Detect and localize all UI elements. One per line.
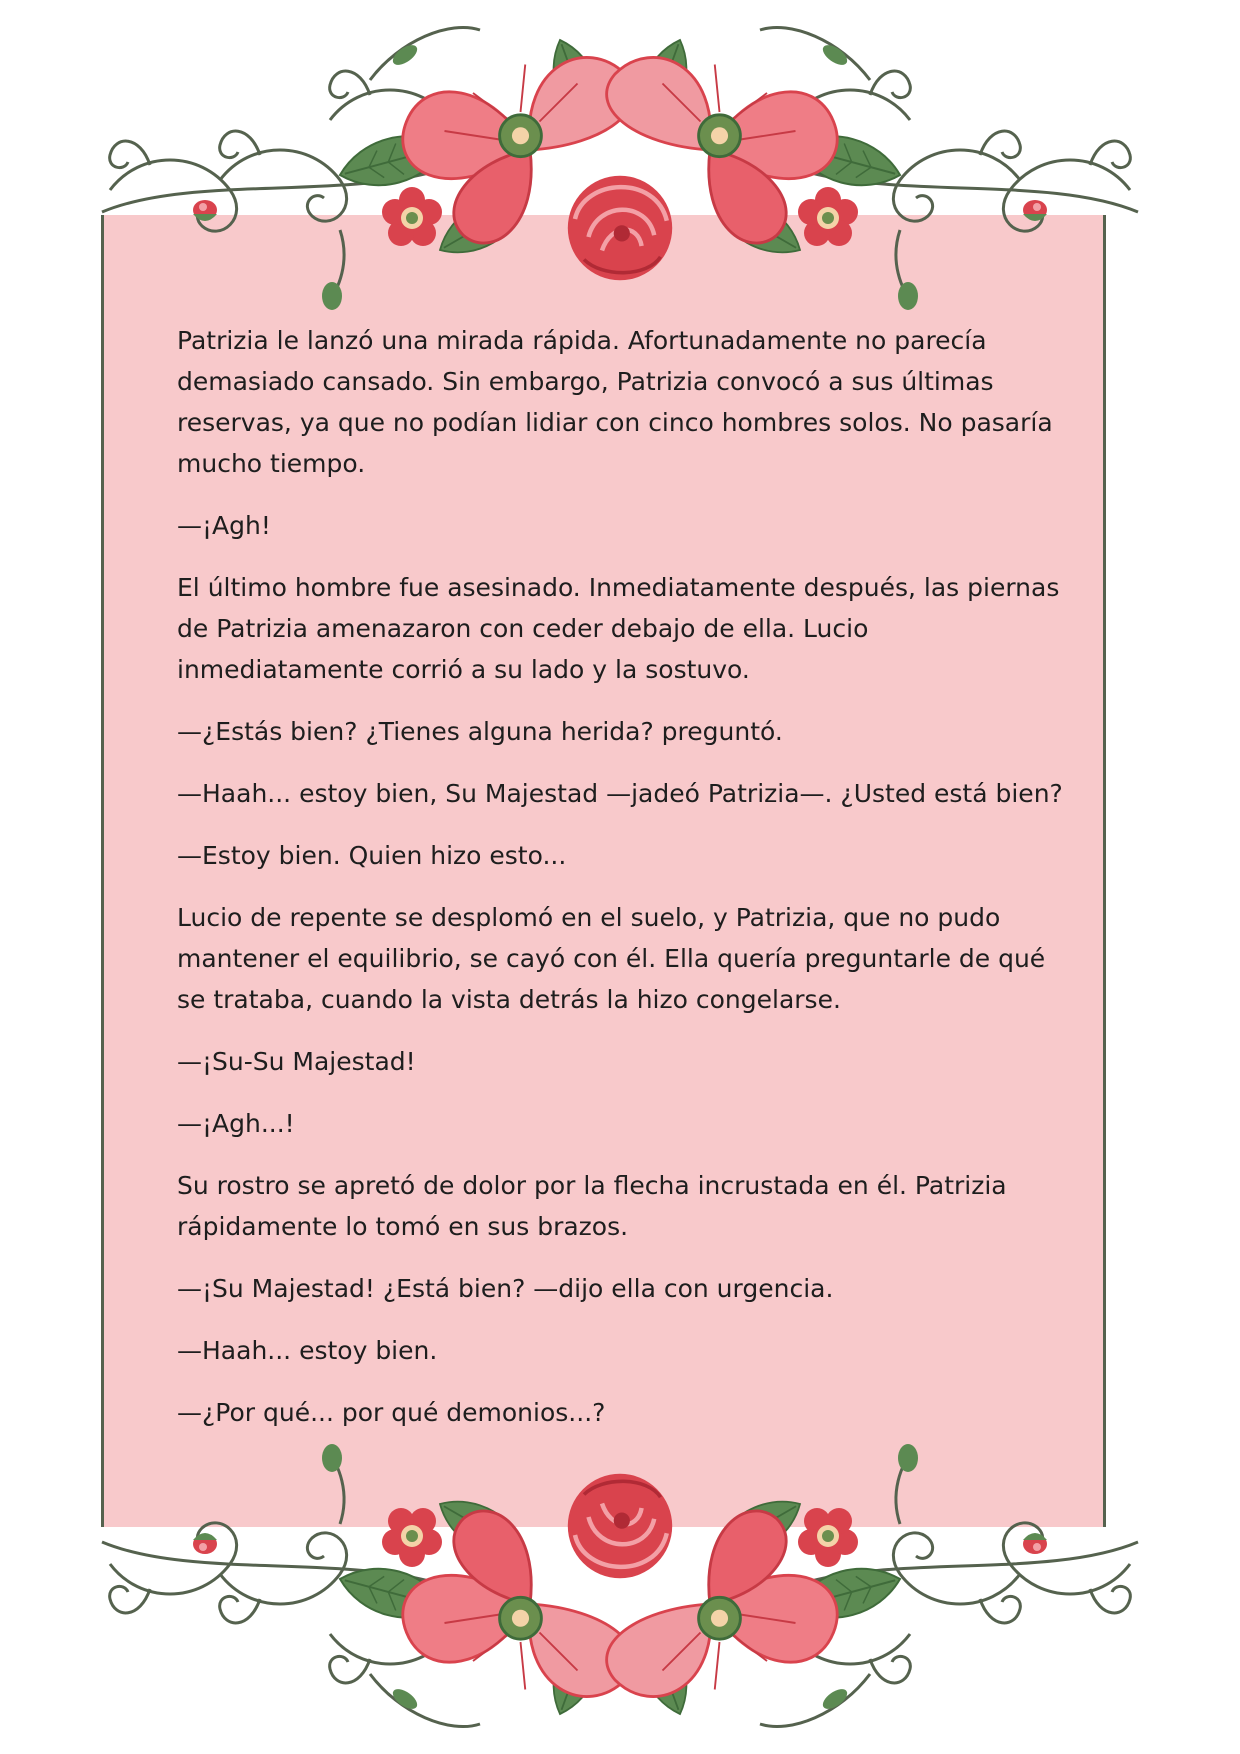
paragraph: El último hombre fue asesinado. Inmediatamente después, las piernas de Patrizia amenazaron con ceder debajo de ella. Lucio inmediatamente corrió a su lado y la sostuvo. [177,573,1060,684]
paragraph: Patrizia le lanzó una mirada rápida. Afortunadamente no parecía demasiado cansado. Sin embargo, Patrizia convocó a sus últimas reservas, ya que no podían lidiar con cinco hombres solos. No pasaría mucho tiempo. [177,326,1053,478]
dialogue-line: —¿Por qué... por qué demonios...? [177,1398,606,1427]
dialogue-line: —¡Su Majestad! ¿Está bien? —dijo ella con urgencia. [177,1274,834,1303]
dialogue-line: —Haah... estoy bien. [177,1336,438,1365]
floral-garland-top-icon [40,0,1200,350]
paragraph: Su rostro se apretó de dolor por la flecha incrustada en él. Patrizia rápidamente lo tomó en sus brazos. [177,1171,1007,1241]
paragraph: Lucio de repente se desplomó en el suelo, y Patrizia, que no pudo mantener el equilibrio, se cayó con él. Ella quería preguntarle de qué se trataba, cuando la vista detrás la hizo congelarse. [177,903,1046,1014]
story-text [177,320,1077,1454]
dialogue-line: —¿Estás bien? ¿Tienes alguna herida? preguntó. [177,717,783,746]
dialogue-line: —¡Agh...! [177,1109,295,1138]
dialogue-line: —¡Agh! [177,511,271,540]
dialogue-line: —¡Su-Su Majestad! [177,1047,416,1076]
dialogue-line: —Estoy bien. Quien hizo esto... [177,841,567,870]
dialogue-line: —Haah... estoy bien, Su Majestad —jadeó Patrizia—. ¿Usted está bien? [177,779,1063,808]
floral-garland-bottom-icon [40,1404,1200,1754]
